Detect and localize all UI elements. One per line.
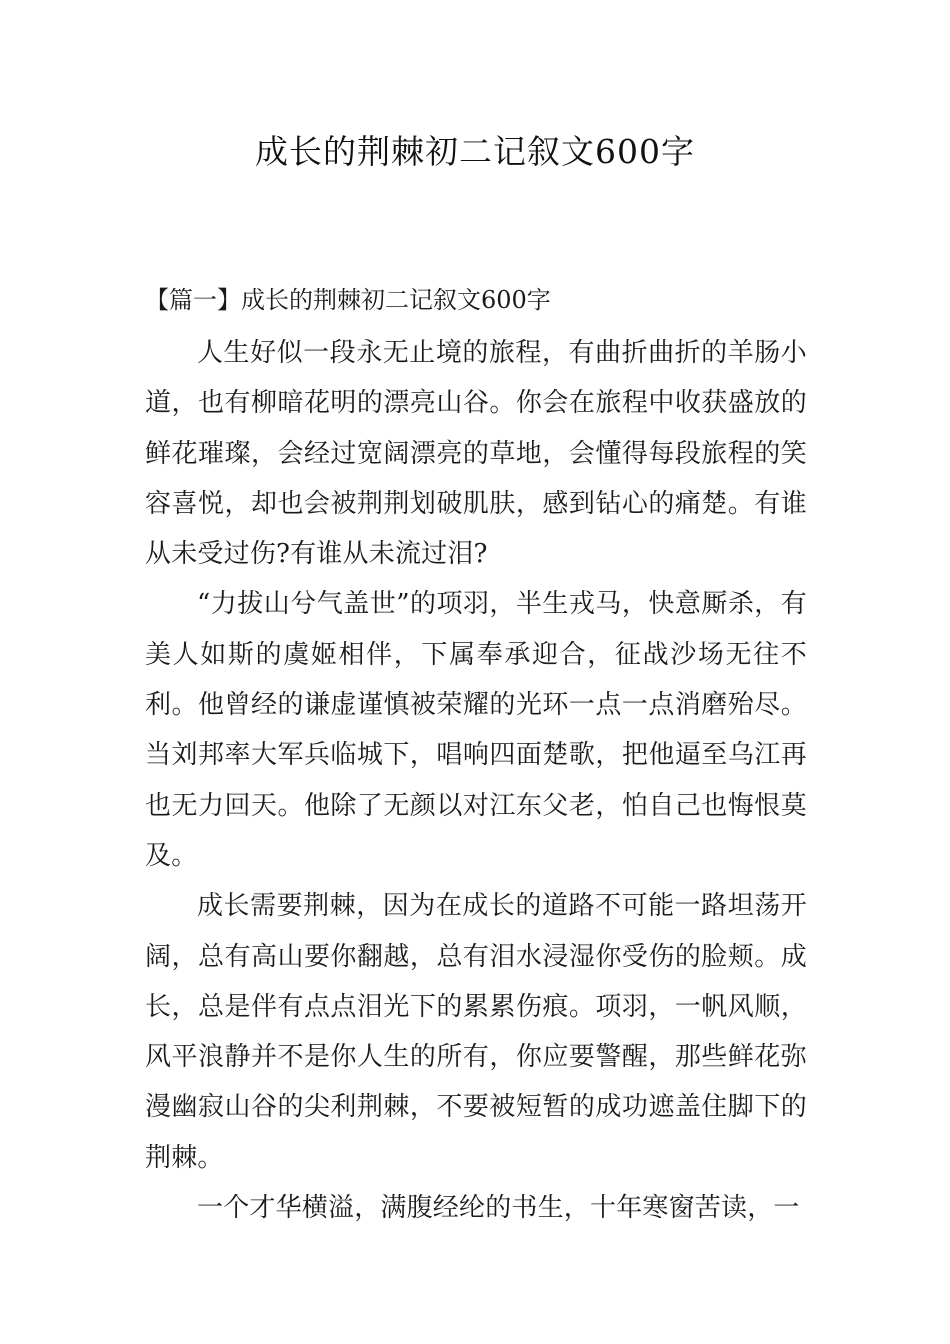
document-title: 成长的荆棘初二记叙文600字 xyxy=(255,132,695,171)
paragraph-1: 人生好似一段永无止境的旅程，有曲折曲折的羊肠小道，也有柳暗花明的漂亮山谷。你会在旅程中收获盛放的鲜花璀璨，会经过宽阔漂亮的草地，会懂得每段旅程的笑容喜悦，却也会被荆荆划破肌肤，感到钻心的痛楚。有谁从未受过伤?有谁从未流过泪? xyxy=(145,338,807,570)
section-heading: 【篇一】成长的荆棘初二记叙文600字 xyxy=(145,286,551,314)
document-body xyxy=(145,328,807,1233)
paragraph-4: 一个才华横溢，满腹经纶的书生，十年寒窗苦读，一 xyxy=(197,1193,800,1224)
paragraph-2: “力拔山兮气盖世”的项羽，半生戎马，快意厮杀，有美人如斯的虞姬相伴，下属奉承迎合，征战沙场无往不利。他曾经的谦虚谨慎被荣耀的光环一点一点消磨殆尽。当刘邦率大军兵临城下，唱响四面楚歌，把他逼至乌江再也无力回天。他除了无颜以对江东父老，怕自己也悔恨莫及。 xyxy=(145,589,807,871)
paragraph-3: 成长需要荆棘，因为在成长的道路不可能一路坦荡开阔，总有高山要你翻越，总有泪水浸湿你受伤的脸颊。成长，总是伴有点点泪光下的累累伤痕。项羽，一帆风顺，风平浪静并不是你人生的所有，你应要警醒，那些鲜花弥漫幽寂山谷的尖利荆棘，不要被短暂的成功遮盖住脚下的荆棘。 xyxy=(145,891,807,1173)
